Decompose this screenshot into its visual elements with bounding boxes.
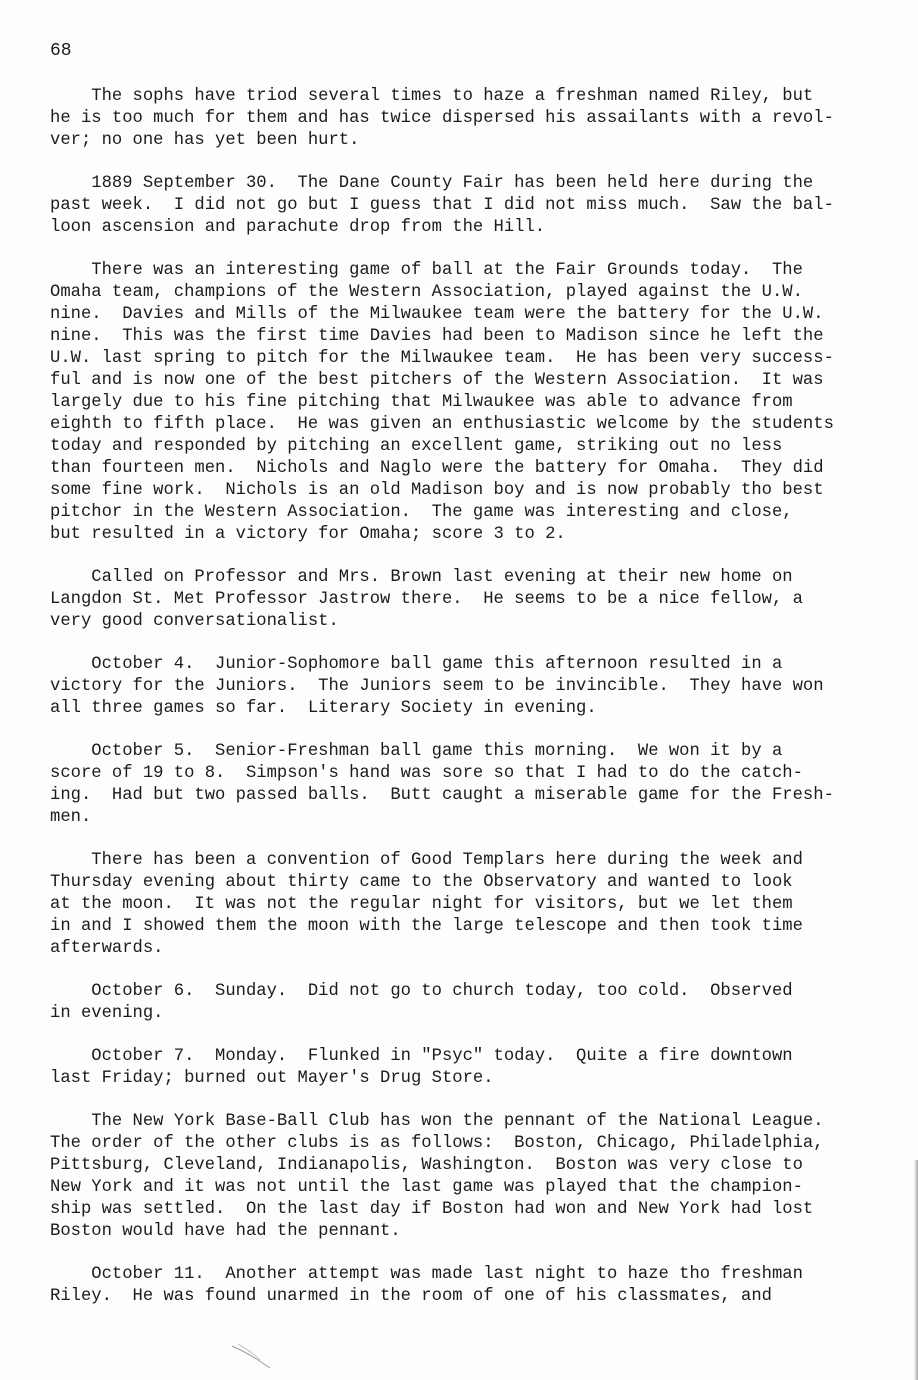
text-line: The order of the other clubs is as follows: Boston, Chicago, Philadelphia, [50,1134,824,1153]
text-line: afterwards. [50,939,164,958]
text-line: today and responded by pitching an excellent game, striking out no less [50,437,783,456]
text-line: he is too much for them and has twice dispersed his assailants with a revol- [50,109,834,128]
text-line: pitchor in the Western Association. The game was interesting and close, [50,503,793,522]
text-line: October 11. Another attempt was made last night to haze tho freshman [50,1265,803,1284]
text-line: There was an interesting game of ball at the Fair Grounds today. The [50,261,803,280]
scan-mark [230,1340,290,1370]
text-line: largely due to his fine pitching that Milwaukee was able to advance from [50,393,793,412]
text-line: Omaha team, champions of the Western Association, played against the U.W. [50,283,803,302]
text-line: October 4. Junior-Sophomore ball game this afternoon resulted in a [50,655,783,674]
text-line: October 7. Monday. Flunked in "Psyc" today. Quite a fire downtown [50,1047,793,1066]
text-line: in and I showed them the moon with the large telescope and then took time [50,917,803,936]
text-line: ful and is now one of the best pitchers of the Western Association. It was [50,371,824,390]
text-line: loon ascension and parachute drop from the Hill. [50,218,546,237]
text-line: past week. I did not go but I guess that I did not miss much. Saw the bal- [50,196,834,215]
text-line: 1889 September 30. The Dane County Fair has been held here during the [50,174,814,193]
text-line: very good conversationalist. [50,612,339,631]
text-line: ing. Had but two passed balls. Butt caught a miserable game for the Fresh- [50,786,834,805]
text-line: nine. This was the first time Davies had been to Madison since he left the [50,327,824,346]
page-edge-shadow [914,1160,918,1380]
text-line: October 6. Sunday. Did not go to church today, too cold. Observed [50,982,793,1001]
text-line: New York and it was not until the last game was played that the champion- [50,1178,803,1197]
page-number: 68 [50,41,72,61]
text-line: nine. Davies and Mills of the Milwaukee team were the battery for the U.W. [50,305,824,324]
paragraph [50,567,886,633]
paragraph [50,173,886,239]
paragraph [50,1111,886,1243]
text-line: all three games so far. Literary Society in evening. [50,699,597,718]
text-line: Pittsburg, Cleveland, Indianapolis, Washington. Boston was very close to [50,1156,803,1175]
text-line: than fourteen men. Nichols and Naglo were the battery for Omaha. They did [50,459,824,478]
paragraph [50,260,886,546]
text-line: Boston would have had the pennant. [50,1222,401,1241]
text-line: in evening. [50,1004,164,1023]
paragraph [50,1046,886,1090]
paragraph [50,741,886,829]
text-line: some fine work. Nichols is an old Madison boy and is now probably tho best [50,481,824,500]
text-line: There has been a convention of Good Templars here during the week and [50,851,803,870]
text-line: Called on Professor and Mrs. Brown last evening at their new home on [50,568,793,587]
text-line: Riley. He was found unarmed in the room of one of his classmates, and [50,1287,772,1306]
text-line: Thursday evening about thirty came to the Observatory and wanted to look [50,873,793,892]
text-line: men. [50,808,92,827]
paragraph [50,86,886,152]
paragraph [50,981,886,1025]
paragraph [50,654,886,720]
text-line: at the moon. It was not the regular night for visitors, but we let them [50,895,793,914]
paragraph [50,850,886,960]
text-line: October 5. Senior-Freshman ball game this morning. We won it by a [50,742,783,761]
text-line: ver; no one has yet been hurt. [50,131,360,150]
diary-body-text [50,86,886,1329]
text-line: victory for the Juniors. The Juniors seem to be invincible. They have won [50,677,824,696]
text-line: score of 19 to 8. Simpson's hand was sore so that I had to do the catch- [50,764,803,783]
text-line: last Friday; burned out Mayer's Drug Store. [50,1069,494,1088]
text-line: The sophs have triod several times to haze a freshman named Riley, but [50,87,814,106]
paragraph [50,1264,886,1308]
text-line: ship was settled. On the last day if Boston had won and New York had lost [50,1200,814,1219]
text-line: U.W. last spring to pitch for the Milwaukee team. He has been very success- [50,349,834,368]
text-line: eighth to fifth place. He was given an enthusiastic welcome by the students [50,415,834,434]
text-line: Langdon St. Met Professor Jastrow there. He seems to be a nice fellow, a [50,590,803,609]
text-line: but resulted in a victory for Omaha; score 3 to 2. [50,525,566,544]
text-line: The New York Base-Ball Club has won the pennant of the National League. [50,1112,824,1131]
